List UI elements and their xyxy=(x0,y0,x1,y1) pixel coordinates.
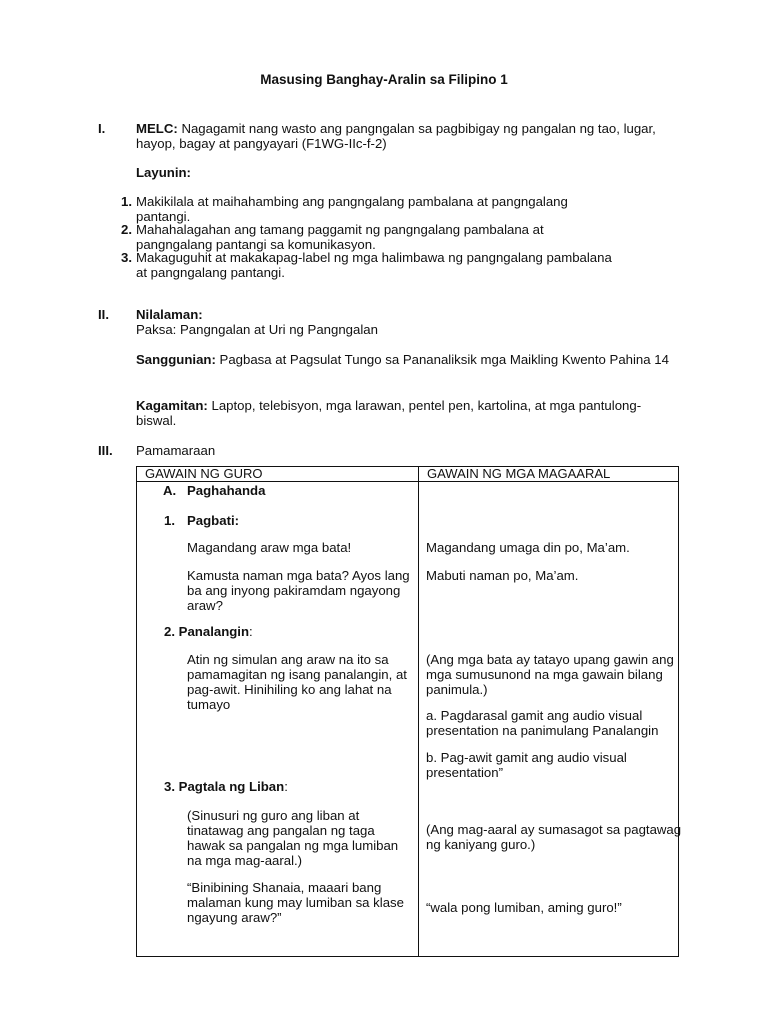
mag-kamusta: Mabuti naman po, Ma’am. xyxy=(426,568,579,583)
step-3-colon: : xyxy=(284,779,288,794)
objective-item: Makikilala at maihahambing ang pangngalang pambalana at pangngalang pantangi. xyxy=(136,194,568,224)
step-a-title: Paghahanda xyxy=(187,483,266,498)
lesson-procedure-table xyxy=(136,466,682,957)
step-2-colon: : xyxy=(249,624,253,639)
mag-wala: “wala pong lumiban, aming guro!” xyxy=(426,900,622,915)
step-2-heading xyxy=(164,624,253,639)
objective-item: Mahahalagahan ang tamang paggamit ng pangngalang pambalana at pangngalang pantangi sa komunikasyon. xyxy=(136,222,544,252)
step-3-number: 3. xyxy=(164,779,175,794)
sanggunian-text: Pagbasa at Pagsulat Tungo sa Pananaliksik mga Maikling Kwento Pahina 14 xyxy=(219,352,669,367)
melc-paragraph xyxy=(136,121,666,151)
step-a-label: A. xyxy=(163,483,177,498)
mag-sumasagot: (Ang mag-aaral ay sumasagot sa pagtawag ng kaniyang guro.) xyxy=(426,822,682,852)
mag-tatayo: (Ang mga bata ay tatayo upang gawin ang mga sumusunond na mga gawain bilang panimula.) xyxy=(426,652,674,697)
kagamitan-paragraph xyxy=(136,398,676,428)
guro-liban: (Sinusuri ng guro ang liban at tinatawag ang pangalan ng taga hawak sa pangalan ng mga lumiban na mga mag-aaral.) xyxy=(187,808,399,868)
sanggunian-label: Sanggunian: xyxy=(136,352,216,367)
table-header-guro: GAWAIN NG GURO xyxy=(137,467,419,482)
section-3-numeral: III. xyxy=(98,443,113,458)
objective-number: 2. xyxy=(121,222,132,237)
sanggunian-paragraph xyxy=(136,352,676,367)
mag-greeting: Magandang umaga din po, Ma’am. xyxy=(426,540,630,555)
guro-column-cell xyxy=(137,482,419,957)
melc-text: Nagagamit nang wasto ang pangngalan sa pagbibigay ng pangalan ng tao, lugar, hayop, bagay at pangyayari (F1WG-IIc-f-2) xyxy=(136,121,656,151)
guro-shanaia: “Binibining Shanaia, maaari bang malaman kung may lumiban sa klase ngayung araw?” xyxy=(187,880,404,925)
mag-pag-awit: b. Pag-awit gamit ang audio visual presentation” xyxy=(426,750,627,780)
step-3-title: Pagtala ng Liban xyxy=(178,779,285,794)
objective-item: Makaguguhit at makakapag-label ng mga halimbawa ng pangngalang pambalana at pangngalang pantangi. xyxy=(136,250,612,280)
table-header-row xyxy=(137,467,679,482)
table-header-magaaral: GAWAIN NG MGA MAGAARAL xyxy=(419,467,679,482)
pamamaraan-label: Pamamaraan xyxy=(136,443,216,458)
table-row xyxy=(137,482,679,957)
step-2-title: Panalangin xyxy=(178,624,250,639)
section-2-numeral: II. xyxy=(98,307,109,322)
nilalaman-label: Nilalaman: xyxy=(136,307,203,322)
objective-number: 1. xyxy=(121,194,132,209)
guro-kamusta: Kamusta naman mga bata? Ayos lang ba ang inyong pakiramdam ngayong araw? xyxy=(187,568,410,613)
step-3-heading xyxy=(164,779,288,794)
kagamitan-text: Laptop, telebisyon, mga larawan, pentel pen, kartolina, at mga pantulong-biswal. xyxy=(136,398,642,428)
guro-greeting: Magandang araw mga bata! xyxy=(187,540,352,555)
section-1-numeral: I. xyxy=(98,121,106,136)
magaaral-column-cell xyxy=(419,482,682,957)
mag-pagdarasal: a. Pagdarasal gamit ang audio visual presentation na panimulang Panalangin xyxy=(426,708,659,738)
step-2-number: 2. xyxy=(164,624,175,639)
kagamitan-label: Kagamitan: xyxy=(136,398,208,413)
step-1-title: Pagbati: xyxy=(187,513,240,528)
page-title: Masusing Banghay-Aralin sa Filipino 1 xyxy=(260,72,508,87)
paksa-text: Paksa: Pangngalan at Uri ng Pangngalan xyxy=(136,322,378,337)
melc-label: MELC: xyxy=(136,121,178,136)
guro-panalangin: Atin ng simulan ang araw na ito sa pamamagitan ng isang panalangin, at pag-awit. Hinihiling ko ang lahat na tumayo xyxy=(187,652,407,712)
objective-number: 3. xyxy=(121,250,132,265)
layunin-label: Layunin: xyxy=(136,165,191,180)
step-1-number: 1. xyxy=(164,513,175,528)
